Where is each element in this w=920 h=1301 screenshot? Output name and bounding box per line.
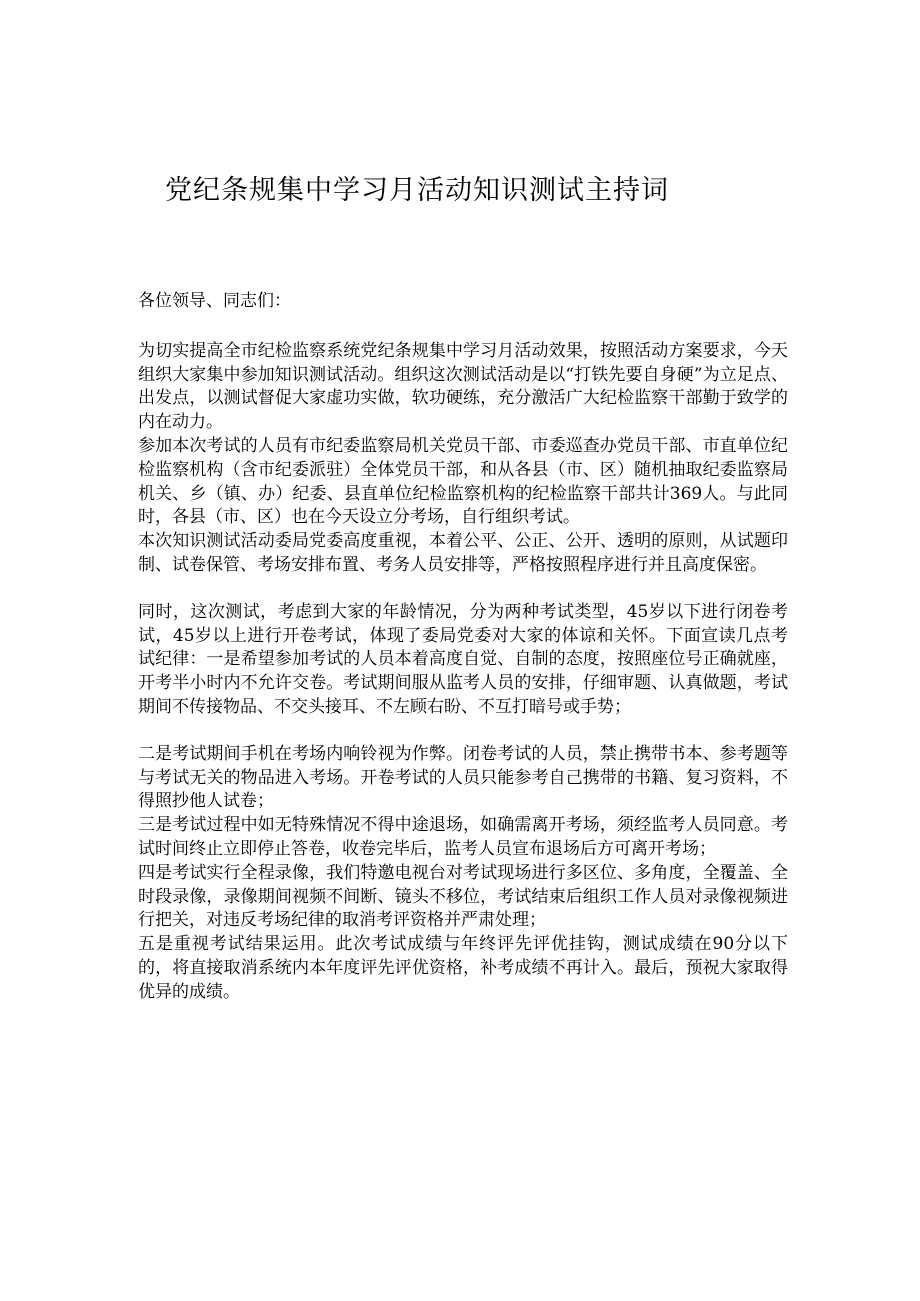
paragraph: 二是考试期间手机在考场内响铃视为作弊。闭卷考试的人员，禁止携带书本、参考题等与考试无关的物品进入考场。开卷考试的人员只能参考自己携带的书籍、复习资料，不得照抄他人试卷； bbox=[138, 743, 788, 812]
paragraph: 本次知识测试活动委局党委高度重视，本着公平、公正、公开、透明的原则，从试题印制、试卷保管、考场安排布置、考务人员安排等，严格按照程序进行并且高度保密。 bbox=[138, 531, 788, 575]
paragraph: 五是重视考试结果运用。此次考试成绩与年终评先评优挂钩，测试成绩在90分以下的，将直接取消系统内本年度评先评优资格，补考成绩不再计入。最后，预祝大家取得优异的成绩。 bbox=[138, 934, 788, 1002]
paragraph: 四是考试实行全程录像，我们特邀电视台对考试现场进行多区位、多角度，全覆盖、全时段录像，录像期间视频不间断、镜头不移位，考试结束后组织工作人员对录像视频进行把关，对违反考场纪律的取消考评资格并严肃处理； bbox=[138, 862, 788, 931]
document-title: 党纪条规集中学习月活动知识测试主持词 bbox=[165, 175, 669, 206]
paragraph: 同时，这次测试，考虑到大家的年龄情况，分为两种考试类型，45岁以下进行闭卷考试，45岁以上进行开卷考试，体现了委局党委对大家的体谅和关怀。下面宣读几点考试纪律：一是希望参加考试的人员本着高度自觉、自制的态度，按照座位号正确就座，开考半小时内不允许交卷。考试期间服从监考人员的安排，仔细审题、认真做题，考试期间不传接物品、不交头接耳、不左顾右盼、不互打暗号或手势； bbox=[138, 601, 788, 717]
document-body bbox=[138, 290, 788, 1005]
paragraph: 参加本次考试的人员有市纪委监察局机关党员干部、市委巡查办党员干部、市直单位纪检监察机构（含市纪委派驻）全体党员干部，和从各县（市、区）随机抽取纪委监察局机关、乡（镇、办）纪委、县直单位纪检监察机构的纪检监察干部共计369人。与此同时，各县（市、区）也在今天设立分考场，自行组织考试。 bbox=[138, 435, 788, 528]
greeting: 各位领导、同志们： bbox=[138, 291, 291, 311]
paragraph: 三是考试过程中如无特殊情况不得中途退场，如确需离开考场，须经监考人员同意。考试时间终止立即停止答卷，收卷完毕后，监考人员宣布退场后方可离开考场； bbox=[138, 815, 788, 859]
paragraph: 为切实提高全市纪检监察系统党纪条规集中学习月活动效果，按照活动方案要求，今天组织大家集中参加知识测试活动。组织这次测试活动是以“打铁先要自身硬”为立足点、出发点，以测试督促大家虚功实做，软功硬练，充分激活广大纪检监察干部勤于致学的内在动力。 bbox=[138, 340, 788, 433]
